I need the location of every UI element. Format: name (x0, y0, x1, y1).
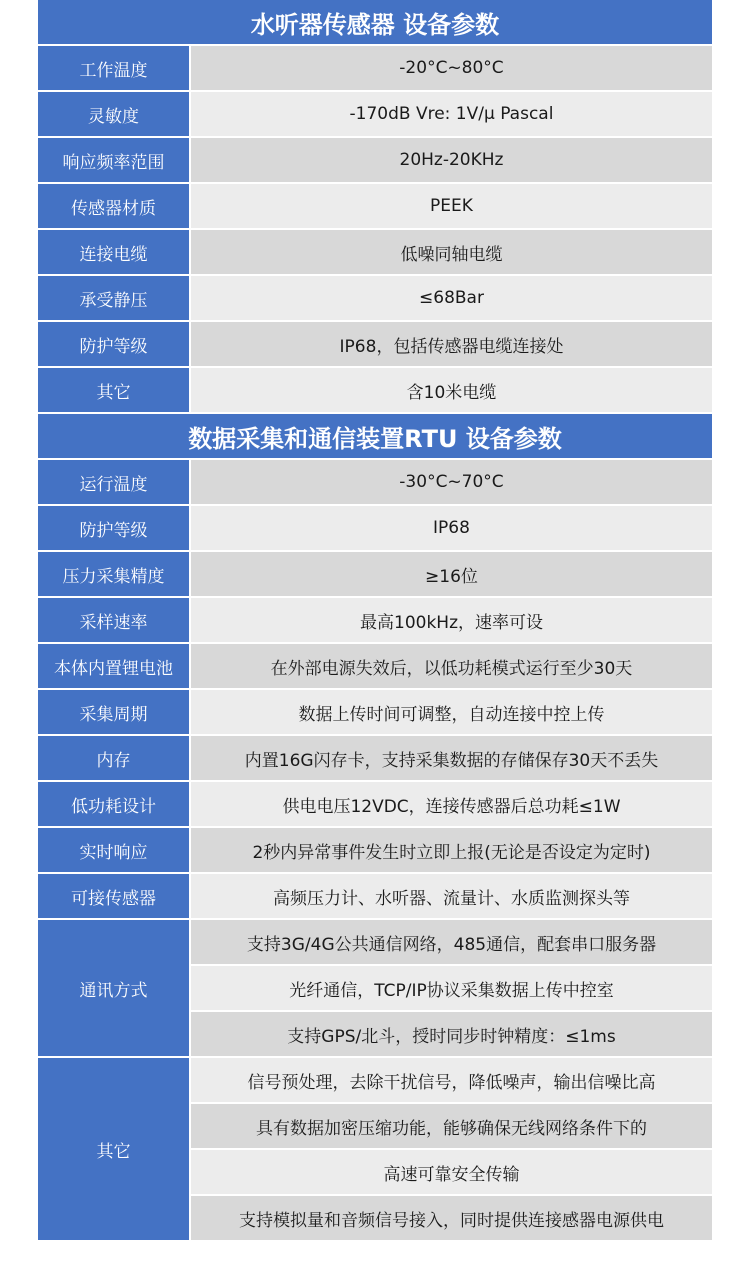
spec-row (38, 552, 712, 598)
spec-label: 响应频率范围 (38, 138, 191, 184)
spec-value: 含10米电缆 (191, 368, 712, 414)
spec-row (38, 46, 712, 92)
spec-value: ≥16位 (191, 552, 712, 598)
spec-row (38, 322, 712, 368)
spec-value: 光纤通信，TCP/IP协议采集数据上传中控室 (191, 966, 712, 1012)
spec-label: 可接传感器 (38, 874, 191, 920)
spec-label: 传感器材质 (38, 184, 191, 230)
spec-value: -20°C~80°C (191, 46, 712, 92)
spec-row (38, 874, 712, 920)
spec-value: 数据上传时间可调整，自动连接中控上传 (191, 690, 712, 736)
spec-row (38, 598, 712, 644)
spec-label: 灵敏度 (38, 92, 191, 138)
spec-label: 其它 (38, 1058, 191, 1242)
spec-row-other (38, 1058, 712, 1242)
spec-label: 实时响应 (38, 828, 191, 874)
spec-value: 高频压力计、水听器、流量计、水质监测探头等 (191, 874, 712, 920)
spec-label: 工作温度 (38, 46, 191, 92)
spec-label: 采集周期 (38, 690, 191, 736)
spec-value: 在外部电源失效后，以低功耗模式运行至少30天 (191, 644, 712, 690)
spec-value: ≤68Bar (191, 276, 712, 322)
spec-row (38, 828, 712, 874)
spec-value: 供电电压12VDC，连接传感器后总功耗≤1W (191, 782, 712, 828)
spec-row (38, 782, 712, 828)
spec-label: 运行温度 (38, 460, 191, 506)
spec-value: 具有数据加密压缩功能，能够确保无线网络条件下的 (191, 1104, 712, 1150)
spec-row (38, 644, 712, 690)
spec-value: 2秒内异常事件发生时立即上报(无论是否设定为定时) (191, 828, 712, 874)
spec-value: 高速可靠安全传输 (191, 1150, 712, 1196)
spec-value: IP68，包括传感器电缆连接处 (191, 322, 712, 368)
spec-label: 压力采集精度 (38, 552, 191, 598)
spec-label: 通讯方式 (38, 920, 191, 1058)
spec-row (38, 736, 712, 782)
spec-row (38, 368, 712, 414)
spec-row-communication (38, 920, 712, 1058)
spec-row (38, 138, 712, 184)
spec-value: -170dB Vre: 1V/μ Pascal (191, 92, 712, 138)
spec-label: 防护等级 (38, 322, 191, 368)
spec-value: 支持模拟量和音频信号接入，同时提供连接感器电源供电 (191, 1196, 712, 1242)
spec-row (38, 276, 712, 322)
spec-value: 信号预处理，去除干扰信号，降低噪声，输出信噪比高 (191, 1058, 712, 1104)
spec-label: 本体内置锂电池 (38, 644, 191, 690)
spec-value: 20Hz-20KHz (191, 138, 712, 184)
spec-label: 低功耗设计 (38, 782, 191, 828)
section-rtu (38, 460, 712, 1242)
spec-value: 支持GPS/北斗，授时同步时钟精度：≤1ms (191, 1012, 712, 1058)
spec-row (38, 184, 712, 230)
spec-label: 采样速率 (38, 598, 191, 644)
spec-row (38, 230, 712, 276)
spec-value: 内置16G闪存卡，支持采集数据的存储保存30天不丢失 (191, 736, 712, 782)
section-title-rtu: 数据采集和通信装置RTU 设备参数 (38, 414, 712, 460)
spec-label: 其它 (38, 368, 191, 414)
spec-value: -30°C~70°C (191, 460, 712, 506)
spec-value: 低噪同轴电缆 (191, 230, 712, 276)
spec-value: 支持3G/4G公共通信网络，485通信，配套串口服务器 (191, 920, 712, 966)
section-title-hydrophone: 水听器传感器 设备参数 (38, 0, 712, 46)
spec-row (38, 460, 712, 506)
spec-sheet (38, 0, 712, 1242)
spec-label: 内存 (38, 736, 191, 782)
spec-row (38, 506, 712, 552)
spec-label: 连接电缆 (38, 230, 191, 276)
spec-value: 最高100kHz，速率可设 (191, 598, 712, 644)
spec-value: IP68 (191, 506, 712, 552)
spec-label: 承受静压 (38, 276, 191, 322)
spec-label: 防护等级 (38, 506, 191, 552)
spec-value: PEEK (191, 184, 712, 230)
spec-row (38, 690, 712, 736)
spec-row (38, 92, 712, 138)
section-hydrophone (38, 46, 712, 414)
